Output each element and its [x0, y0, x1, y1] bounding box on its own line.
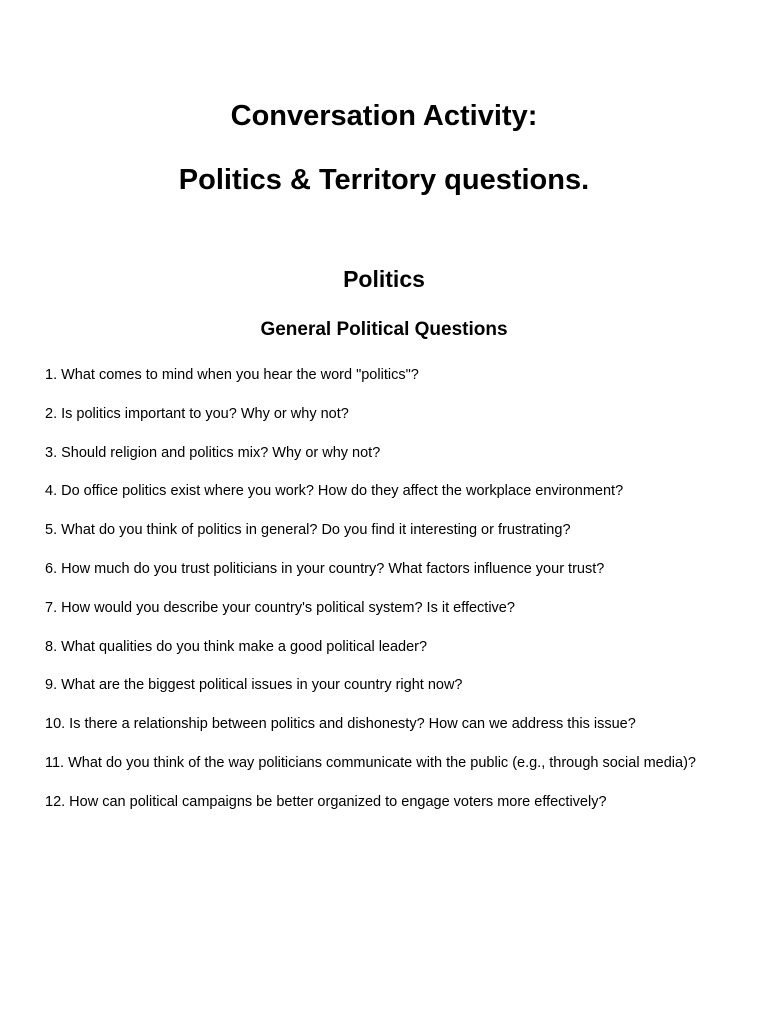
question-item: 6. How much do you trust politicians in your country? What factors influence your trust? — [45, 560, 605, 577]
section-heading: Politics — [343, 266, 425, 292]
page-title: Conversation Activity: — [230, 100, 538, 132]
page-subtitle: Politics & Territory questions. — [178, 164, 590, 196]
question-item: 3. Should religion and politics mix? Why or why not? — [45, 444, 381, 461]
question-list — [45, 366, 760, 832]
question-item: 12. How can political campaigns be better organized to engage voters more effectively? — [45, 793, 607, 810]
question-item: 8. What qualities do you think make a good political leader? — [45, 638, 428, 655]
sub-heading: General Political Questions — [260, 319, 508, 340]
question-item: 4. Do office politics exist where you work? How do they affect the workplace environment? — [45, 483, 624, 500]
question-item: 1. What comes to mind when you hear the word "politics"? — [45, 367, 419, 383]
question-item: 2. Is politics important to you? Why or why not? — [45, 405, 349, 422]
question-item: 9. What are the biggest political issues in your country right now? — [45, 677, 463, 694]
question-item: 11. What do you think of the way politicians communicate with the public (e.g., through social media)? — [45, 754, 696, 771]
question-item: 10. Is there a relationship between politics and dishonesty? How can we address this issue? — [45, 716, 636, 733]
question-item: 7. How would you describe your country's political system? Is it effective? — [45, 599, 515, 616]
question-item: 5. What do you think of politics in general? Do you find it interesting or frustrating? — [45, 522, 571, 539]
